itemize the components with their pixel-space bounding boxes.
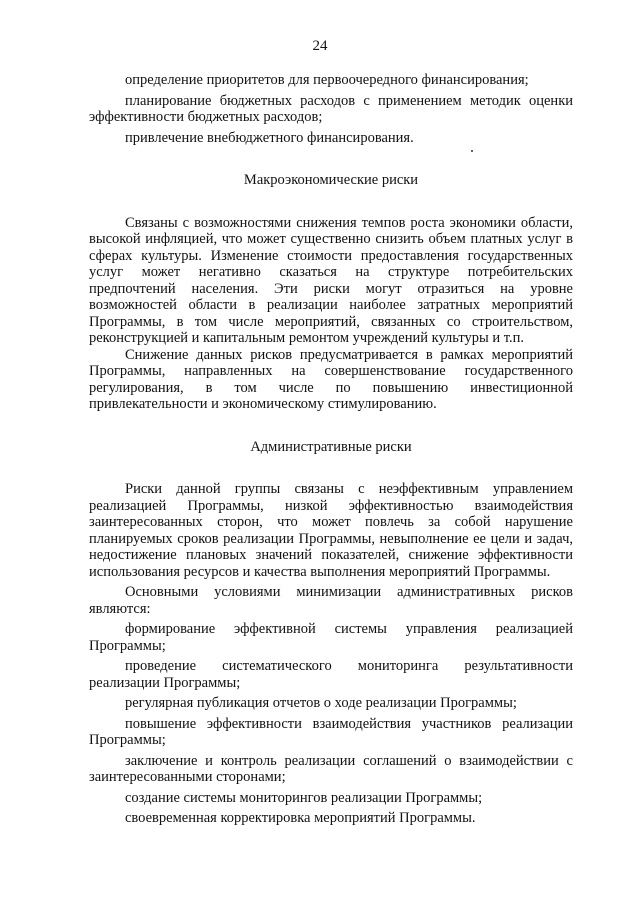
list-item: создание системы мониторингов реализации Программы; xyxy=(125,789,483,806)
section-heading-macro: Макроэкономические риски xyxy=(243,172,419,188)
list-item: привлечение внебюджетного финансирования. xyxy=(125,129,414,146)
list-item: своевременная корректировка мероприятий Программы. xyxy=(125,810,476,826)
list-item: проведение систематического мониторинга результативности реализации Программы; xyxy=(89,658,573,691)
list-item: планирование бюджетных расходов с применением методик оценки эффективности бюджетных расходов; xyxy=(89,92,573,125)
paragraph: Связаны с возможностями снижения темпов роста экономики области, высокой инфляцией, что может существенно снизить объем платных услуг в сферах культуры. Изменение стоимости предоставления государственных услуг может негативно сказаться на структуре потребительских предпочтений населения. Эти риски могут отразиться на уровне возможностей области в реализации наиболее затратных мероприятий Программы, в том числе мероприятий, связанных со строительством, реконструкцией и капитальным ремонтом учреждений культуры и т.п. xyxy=(89,214,573,346)
list-item: заключение и контроль реализации соглашений о взаимодействии с заинтересованными сторонами; xyxy=(89,752,573,785)
paragraph: Риски данной группы связаны с неэффективным управлением реализацией Программы, низкой эффективностью взаимодействия заинтересованных сторон, что может повлечь за собой нарушение планируемых сроков реализации Программы, невыполнение ее цели и задач, недостижение плановых значений показателей, снижение эффективности использования ресурсов и качества выполнения мероприятий Программы. xyxy=(89,481,573,580)
list-item: формирование эффективной системы управления реализацией Программы; xyxy=(89,621,573,654)
document-body xyxy=(89,72,573,827)
paragraph: Снижение данных рисков предусматривается в рамках мероприятий Программы, направленных на совершенствование государственного регулирования, в том числе по повышению инвестиционной привлекательности и экономическому стимулированию. xyxy=(89,346,573,412)
list-item: повышение эффективности взаимодействия участников реализации Программы; xyxy=(89,715,573,748)
paragraph: Основными условиями минимизации административных рисков являются: xyxy=(89,584,573,617)
section-heading-admin: Административные риски xyxy=(250,438,412,455)
list-item: регулярная публикация отчетов о ходе реализации Программы; xyxy=(125,695,517,711)
list-item: определение приоритетов для первоочередного финансирования; xyxy=(125,72,529,88)
page-number: 24 xyxy=(312,38,328,54)
